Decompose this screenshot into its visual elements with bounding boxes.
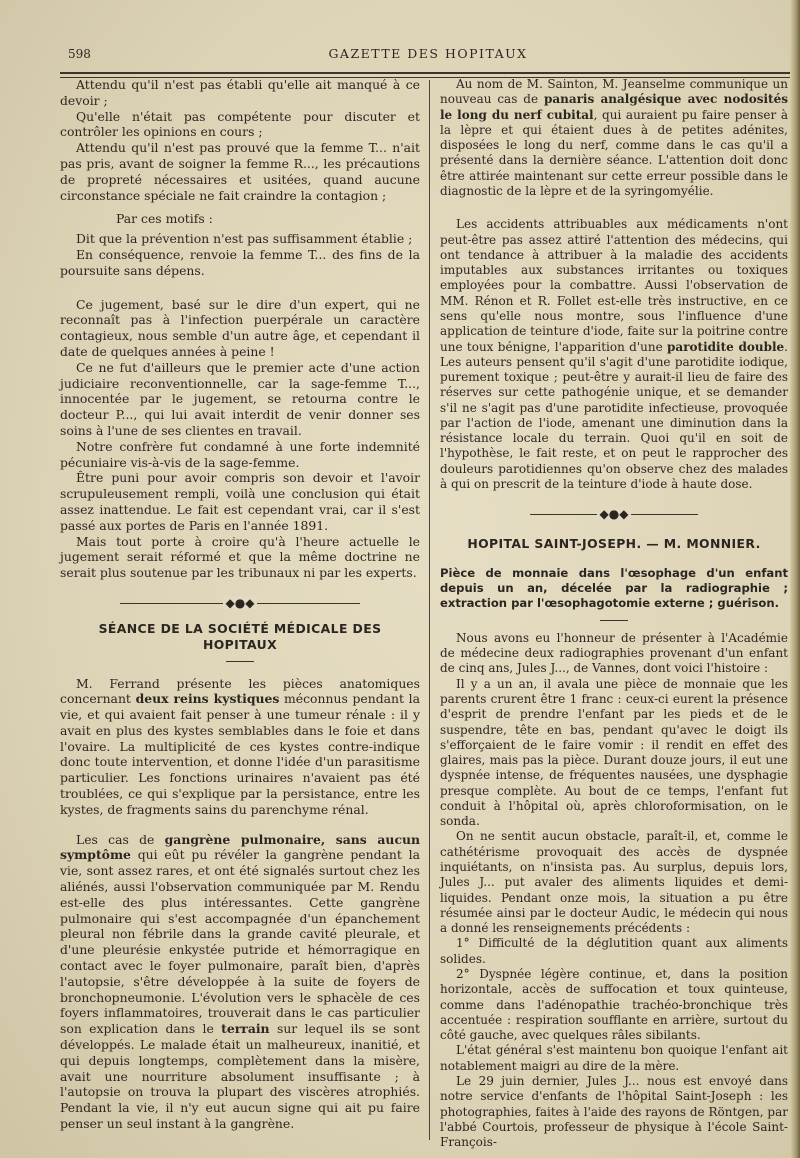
header-rule-thick [60,72,790,74]
ornament-glyph: ◆●◆ [597,507,632,521]
ornament-glyph: ◆●◆ [223,596,258,610]
keyword: parotidite double [667,339,785,354]
section-ornament [440,502,788,528]
keyword: gangrène pulmonaire, sans aucun symptôme [60,831,421,863]
article-subtitle: Pièce de monnaie dans l'œsophage d'un enfant depuis un an, décelée par la radiographie ; extraction par l'œsophagotomie externe ; guérison. [440,565,788,611]
text-run: Au nom de M. Sainton, M. Jeanselme communique un nouveau cas de [440,77,788,107]
paragraph: Attendu qu'il n'est pas prouvé que la femme T... n'ait pas pris, avant de soigner la femme R..., les précautions de propreté nécessaires et usitées, quand aucune circonstance spéciale ne fait craindre la contagion ; [60,140,420,203]
text-run: . Les auteurs pensent qu'il s'agit d'une parotidite iodique, purement toxique ; peut-être y aurait-il lieu de faire des réserves sur cette pathogénie unique, et se demander s'il ne s'agit pas d'une parotidite infectieuse, provoquée par l'action de l'iode, amenant une diminution dans la résistance locale du terrain. Quoi qu'il en soit de l'hypothèse, le fait reste, et on peut le rapprocher des douleurs parotidiennes qu'on observe chez des malades à qui on prescrit de la teinture d'iode à haute dose. [440,339,788,492]
text-run: , qui auraient pu faire penser à la lèpre et qui étaient dues à de petites adénites, disposées le long du nerf, comme dans le cas qu'il a présenté dans la dernière séance. L'attention doit donc être attirée maintenant sur cette erreur possible dans le diagnostic de la lèpre et de la syringomyélie. [440,107,789,198]
paragraph: Attendu qu'il n'est pas établi qu'elle ait manqué à ce devoir ; [60,77,420,108]
paragraph: Dit que la prévention n'est pas suffisamment établie ; [76,231,413,247]
keyword: panaris analgésique avec nodosités le long du nerf cubital [440,92,788,122]
paragraph [440,77,788,199]
paragraph: Par ces motifs : [116,211,213,227]
short-rule [600,620,628,621]
journal-title: GAZETTE DES HOPITAUX [328,46,528,61]
page-header [68,44,788,66]
right-column [440,77,788,1150]
paragraph: On ne sentit aucun obstacle, paraît-il, et, comme le cathétérisme provoquait des accès de dyspnée inquiétants, on n'insista pas. Au surplus, depuis lors, Jules J... put avaler des aliments liquides et demi-liquides. Pendant onze mois, la situation a pu être résumée ainsi par le docteur Audic, le médecin qui nous a donné les renseignements précédents : [440,829,788,936]
paragraph: Nous avons eu l'honneur de présenter à l'Académie de médecine deux radiographies provenant d'un enfant de cinq ans, Jules J..., de Vannes, dont voici l'histoire : [440,630,788,676]
paragraph: Le 29 juin dernier, Jules J... nous est envoyé dans notre service d'enfants de l'hôpital Saint-Joseph : les photographies, faites à l'aide des rayons de Röntgen, par l'abbé Courtois, professeur de physique à l'école Saint-François- [440,1073,788,1150]
keyword: deux reins kystiques [135,691,280,707]
paragraph: Il y a un an, il avala une pièce de monnaie que les parents crurent être 1 franc : ceux-ci eurent la présence d'esprit de prendre l'enfant par les pieds et de le suspendre, tête en bas, pendant qu'avec le doigt ils s'efforçaient de le faire vomir : il rendit en effet des glaires, mais pas la pièce. Durant douze jours, il eut une dyspnée intense, de fréquentes nausées, une dysphagie presque complète. Au bout de ce temps, l'enfant fut conduit à l'hôpital où, après chloroformisation, on le sonda. [440,676,788,829]
short-rule [226,661,254,662]
text-run: Les accidents attribuables aux médicaments n'ont peut-être pas assez attiré l'attention des médecins, qui ont tendance à attribuer à la maladie des accidents imputables aux substances irritantes ou toxiques employées pour la combattre. Aussi l'observation de MM. Rénon et R. Follet est-elle très instructive, en ce sens qu'elle nous montre, sous l'influence d'une application de teinture d'iode, faite sur la poitrine contre une toux bénigne, l'apparition d'une [440,217,788,354]
paragraph: L'état général s'est maintenu bon quoique l'enfant ait notablement maigri au dire de la mère. [440,1043,788,1073]
paragraph: En conséquence, renvoie la femme T... des fins de la poursuite sans dépens. [60,246,420,278]
section-ornament [60,591,420,617]
paragraph: Ce ne fut d'ailleurs que le premier acte d'une action judiciaire reconventionnelle, car la sage-femme T..., innocentée par le jugement, se retourna contre le docteur P..., qui lui avait interdit de venir donner ses soins à l'une de ses clientes en travail. [60,359,420,438]
text-run: méconnus pendant la vie, et qui avaient fait penser à une tumeur rénale : il y avait en plus des kystes semblables dans le foie et dans l'ovaire. La multiplicité de ces kystes contre-indique donc toute intervention, et donne l'idée d'un parasitisme particulier. Les fonctions urinaires n'avaient pas été troublées, ce qui s'explique par la persistance, entre les kystes, de fragments sains du parenchyme rénal. [60,691,420,817]
paragraph: Qu'elle n'était pas compétente pour discuter et contrôler les opinions en cours ; [60,108,420,140]
paragraph: Être puni pour avoir compris son devoir et l'avoir scrupuleusement rempli, voilà une conclusion qui était assez inattendue. Le fait est cependant vrai, car il s'est passé aux portes de Paris en l'année 1891. [60,470,420,533]
paragraph [60,676,420,818]
section-title: SÉANCE DE LA SOCIÉTÉ MÉDICALE DES HOPITAUX [98,620,382,652]
paragraph [440,217,788,492]
page-edge-shadow [790,0,800,1158]
paragraph: 2° Dyspnée légère continue, et, dans la position horizontale, accès de suffocation et toux quinteuse, comme dans l'adénopathie trachéo-bronchique très accentuée : respiration soufflante en arrière, surtout du côté gauche, avec quelques râles sibilants. [440,967,788,1043]
paragraph: Mais tout porte à croire qu'à l'heure actuelle le jugement serait réformé et que la même doctrine ne serait plus soutenue par les tribunaux ni par les experts. [60,533,420,581]
text-run: M. Ferrand présente les pièces anatomiques concernant [60,675,420,707]
left-column [60,77,420,1132]
text-run: sur lequel ils se sont développés. Le malade était un malheureux, inanitié, et qui depuis longtemps, complètement dans la misère, avait une nourriture absolument insuffisante ; à l'autopsie on trouva la plupart des viscères atrophiés. Pendant la vie, il n'y eut aucun signe qui ait pu faire penser un seul instant à la gangrène. [60,1021,420,1132]
text-run: Les cas de [76,831,165,847]
paragraph: 1° Difficulté de la déglutition quant aux aliments solides. [440,936,788,966]
keyword: terrain [221,1021,270,1037]
paragraph: Notre confrère fut condamné à une forte indemnité pécuniaire vis-à-vis de la sage-femme. [60,438,420,470]
paragraph: Ce jugement, basé sur le dire d'un expert, qui ne reconnaît pas à l'infection puerpérale un caractère contagieux, nous semble d'un autre âge, et cependant il date de quelques années à peine ! [60,296,420,359]
column-divider [429,80,430,1140]
page-number: 598 [68,47,91,61]
section-title: HOPITAL SAINT-JOSEPH. — M. MONNIER. [467,536,761,552]
text-run: qui eût pu révéler la gangrène pendant la vie, sont assez rares, et ont été signalés surtout chez les aliénés, aussi l'observation communiquée par M. Rendu est-elle des plus intéressantes. Cette gangrène pulmonaire qui s'est accompagnée d'un épanchement pleural non fébrile dans la grande cavité pleurale, et d'une pleurésie enkystée putride et hémorragique en contact avec le foyer pulmonaire, paraît bien, d'après l'autopsie, s'être développée à la suite de foyers de bronchopneumonie. L'évolution vers le sphacèle de ces foyers inflammatoires, trouverait dans le cas particulier son explication dans le [60,847,420,1037]
paragraph [60,832,420,1132]
